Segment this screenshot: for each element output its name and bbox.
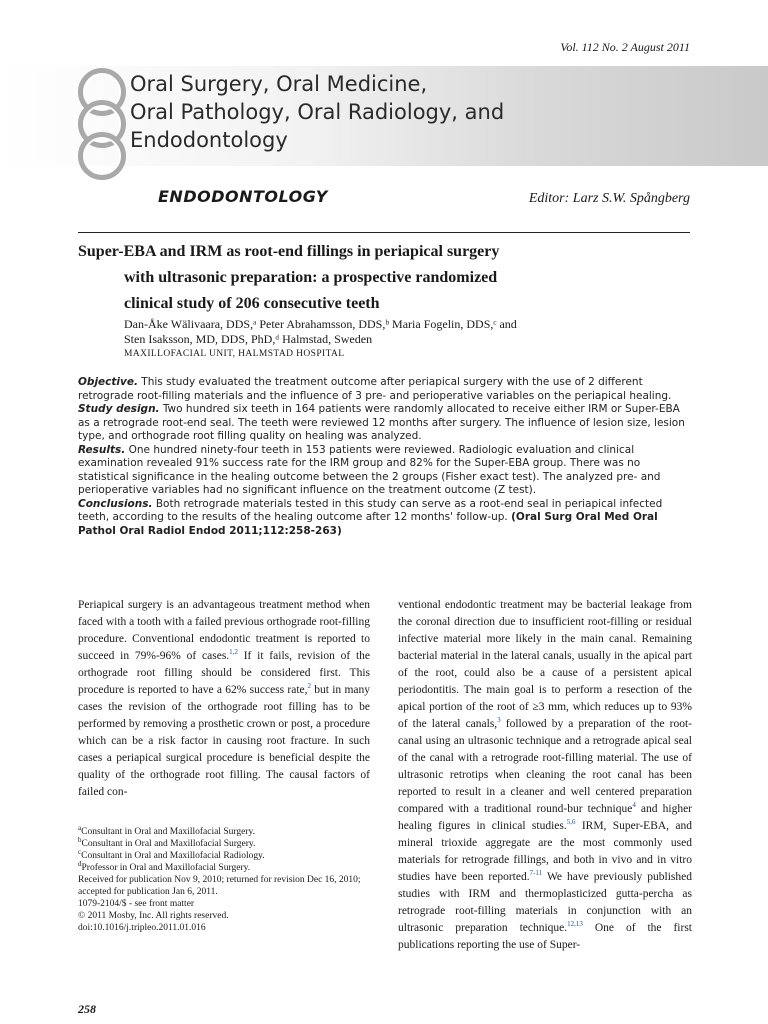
article-title: Super-EBA and IRM as root-end fillings in periapical surgery with ultrasonic preparation: a prospective randomized clinical study of 206 consecutive teeth <box>78 243 500 312</box>
citation: (Oral Surg Oral Med Oral Pathol Oral Radiol Endod 2011;112:258-263) <box>78 511 658 537</box>
copyright: © 2011 Mosby, Inc. All rights reserved. <box>78 911 229 921</box>
body-column-right <box>398 597 692 954</box>
section-heading: ENDODONTOLOGY <box>158 187 328 206</box>
footnote: $^a$Consultant in Oral and Maxillofacial Surgery. <box>78 823 255 837</box>
reference-link[interactable]: 4 <box>632 801 636 810</box>
footnote: $^d$Professor in Oral and Maxillofacial Surgery. <box>78 859 251 873</box>
reference-link[interactable]: 1,2 <box>229 648 238 657</box>
author-list: Dan-Åke Wälivaara, DDS,ᵃ Peter Abrahamsson, DDS,ᵇ Maria Fogelin, DDS,ᶜ and Sten Isaksson, MD, DDS, PhD,ᵈ Halmstad, Sweden <box>124 317 517 346</box>
page-number: 258 <box>78 1002 96 1016</box>
abstract-conclusions: Conclusions. Both retrograde materials tested in this study can serve as a root-end seal in periapical infected teeth, according to the results of the healing outcome after 12 months' follow-up. (Oral Surg Oral Med Oral Pathol Oral Radiol Endod 2011;112:258-263) <box>78 497 663 537</box>
affiliation: MAXILLOFACIAL UNIT, HALMSTAD HOSPITAL <box>124 349 345 359</box>
reference-link[interactable]: 7-11 <box>529 869 543 878</box>
volume-issue-date: Vol. 112 No. 2 August 2011 <box>560 40 690 54</box>
reference-link[interactable]: 5,6 <box>566 818 576 827</box>
section-editor: Editor: Larz S.W. Spångberg <box>528 191 690 206</box>
header-divider <box>78 232 690 233</box>
abstract-study-design: Study design. Two hundred six teeth in 164 patients were randomly allocated to receive either IRM or Super-EBA as a retrograde root-end seal. The teeth were reviewed 12 months after surgery. The influence of lesion size, lesion type, and orthograde root filling quality on healing was analyzed. <box>78 403 685 442</box>
abstract <box>78 376 690 538</box>
footnote: $^c$Consultant in Oral and Maxillofacial Radiology. <box>78 847 265 861</box>
received-dates: Received for publication Nov 9, 2010; returned for revision Dec 16, 2010; accepted for publication Jan 6, 2011. <box>78 875 361 897</box>
footnote: $^b$Consultant in Oral and Maxillofacial Surgery. <box>78 835 256 849</box>
abstract-results: Results. One hundred ninety-four teeth in 153 patients were reviewed. Radiologic evaluation and clinical examination revealed 91% success rate for the IRM group and 82% for the Super-EBA group. There was no statistical significance in the healing outcome between the 2 groups (Fisher exact test). The analyzed pre- and perioperative variables had no significant influence on the treatment outcome (Z test). <box>78 443 661 496</box>
journal-title: Oral Surgery, Oral Medicine, Oral Pathology, Oral Radiology, and Endodontology <box>130 72 505 152</box>
body-column-left <box>78 597 370 801</box>
reference-link[interactable]: 12,13 <box>567 920 583 929</box>
footnotes <box>78 823 378 934</box>
body-paragraph: Periapical surgery is an advantageous treatment method when faced with a tooth with a failed previous orthograde root-filling procedure. Conventional endodontic treatment is reported to succeed in 79%-96% of cases.$^{1,2}$ If it fails, revision of the orthograde root filling should be considered first. This procedure is reported to have a 62% success rate,$^2$ but in many cases the revision of the orthograde root filling has to be performed by removing a prosthetic crown or post, a procedure which can be a risk factor in causing root fracture. In such cases a periapical surgical procedure is beneficial despite the quality of the orthograde root filling. The causal factors of failed con- <box>78 599 371 798</box>
journal-logo-rings-icon <box>74 66 124 176</box>
abstract-objective: Objective. This study evaluated the treatment outcome after periapical surgery with the use of 2 different retrograde root-filling materials and the influence of 3 pre- and perioperative variables on the periapical healing. <box>78 376 672 402</box>
reference-link[interactable]: 2 <box>307 682 312 691</box>
body-paragraph: ventional endodontic treatment may be bacterial leakage from the coronal direction due to insufficient root-filling or residual infective material more likely in the main canal. Remaining bacterial material in the lateral canals, usually in the apical part of the root, could also be a cause of a persistent apical periodontitis. The main goal is to perform a resection of the apical portion of the root of ≥3 mm, which reduces up to 93% of the lateral canals,$^3$ followed by a preparation of the root-canal using an ultrasonic technique and a retrograde apical seal of the canal with a retrograde root-filling material. The use of ultrasonic retrotips when cleaning the root canal has been reported to result in a cleaner and well centered preparation compared with a traditional round-bur technique$^4$ and higher healing figures in clinical studies.$^{5,6}$ IRM, Super-EBA, and mineral trioxide aggregate are the most commonly used materials for retrograde fillings, and both in vivo and in vitro studies have been reported.$^{7-11}$ We have previously published studies with IRM and thermoplasticized gutta-percha as retrograde root-filling materials in conjunction with an ultrasonic preparation technique.$^{12,13}$ One of the first publications reporting the use of Super- <box>398 599 693 951</box>
reference-link[interactable]: 3 <box>497 716 501 725</box>
issn: 1079-2104/$ - see front matter <box>78 899 195 909</box>
doi-link[interactable]: doi:10.1016/j.tripleo.2011.01.016 <box>78 923 206 933</box>
